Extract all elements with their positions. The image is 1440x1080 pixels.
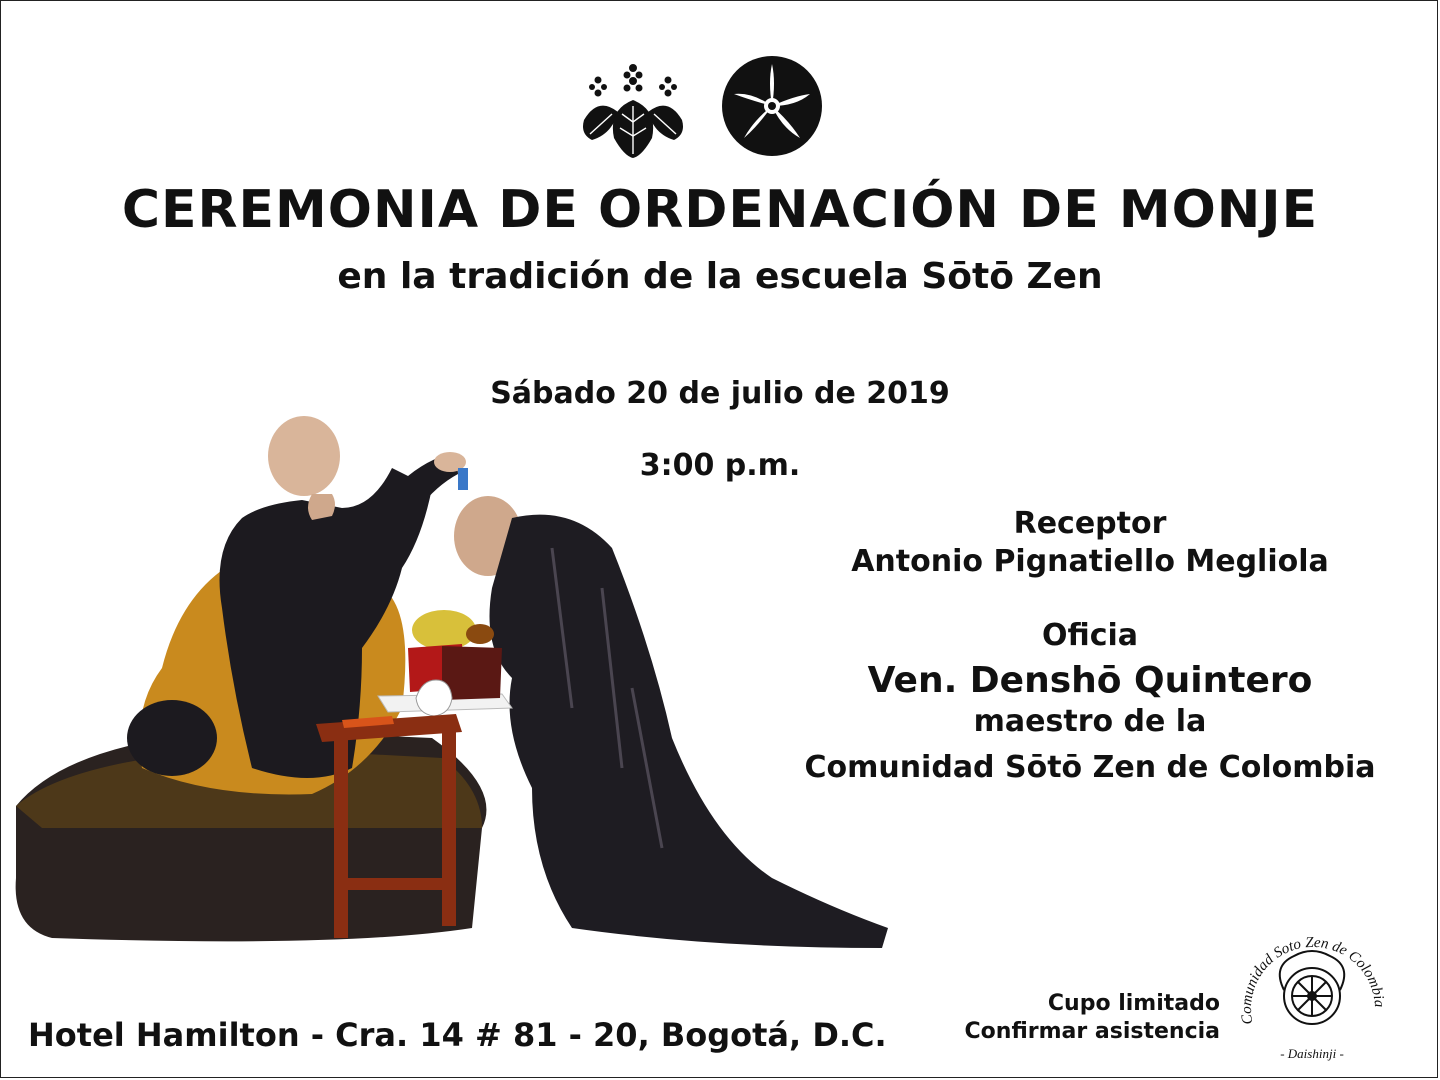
ordination-illustration [12,408,892,968]
note-limited-seats: Cupo limitado [1047,991,1220,1016]
community-seal [1232,918,1392,1066]
officiant-name: Ven. Denshō Quintero [867,660,1313,701]
teacher-head [268,416,340,496]
officiant-role: maestro de la [973,704,1207,739]
wheel-crest-icon [718,52,826,160]
venue-address: Hotel Hamilton - Cra. 14 # 81 - 20, Bogotá, D.C. [28,1016,887,1054]
community-name: Comunidad Sōtō Zen de Colombia [804,750,1376,785]
note-confirm-attendance: Confirmar asistencia [964,1019,1220,1044]
seal-ring-text: Comunidad Soto Zen de Colombia [1238,934,1388,1026]
crests-row [578,52,878,164]
receptor-name: Antonio Pignatiello Megliola [851,544,1329,579]
seal-bottom-text: - Daishinji - [1280,1046,1344,1061]
receptor-label: Receptor [1013,506,1167,541]
officiant-label: Oficia [1041,618,1139,653]
page-title: CEREMONIA DE ORDENACIÓN DE MONJE [121,180,1319,240]
event-date: Sábado 20 de julio de 2019 [490,376,950,411]
event-time: 3:00 p.m. [639,448,801,483]
paulownia-crest-icon [578,60,688,160]
dharma-wheel-icon [1280,951,1344,1024]
attendance-notes [930,990,1220,1046]
student-black-robe [490,515,889,948]
page-subtitle: en la tradición de la escuela Sōtō Zen [337,256,1103,297]
